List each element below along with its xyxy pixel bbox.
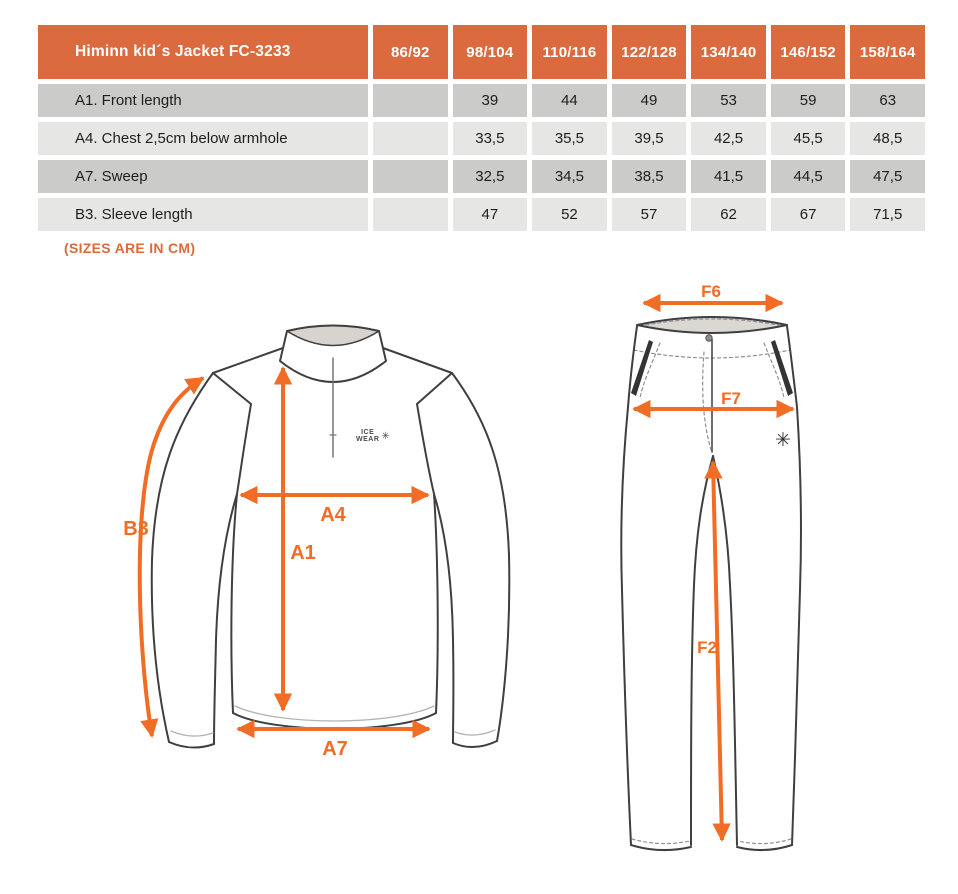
table-title: Himinn kid´s Jacket FC-3233 [38, 25, 368, 79]
table-cell: 33,5 [453, 122, 528, 155]
table-cell: 44,5 [771, 160, 846, 193]
size-column-header: 158/164 [850, 25, 925, 79]
table-cell: 32,5 [453, 160, 528, 193]
pants-label-f2: F2 [697, 638, 717, 657]
table-cell: 39 [453, 84, 528, 117]
size-column-header: 110/116 [532, 25, 607, 79]
table-cell: 71,5 [850, 198, 925, 231]
pants-snowflake-icon: ✳ [775, 430, 791, 451]
right-sleeve [452, 373, 509, 741]
b3-arrow [140, 378, 203, 736]
pants-label-f6: F6 [701, 282, 721, 301]
table-cell: 47 [453, 198, 528, 231]
table-cell: 39,5 [612, 122, 687, 155]
table-cell: 35,5 [532, 122, 607, 155]
size-column-header: 86/92 [373, 25, 448, 79]
pants-outline [621, 317, 801, 850]
table-cell: 44 [532, 84, 607, 117]
jacket-label-a7: A7 [322, 738, 348, 760]
table-cell: 34,5 [532, 160, 607, 193]
jacket-label-a4: A4 [320, 504, 346, 526]
table-cell: 38,5 [612, 160, 687, 193]
row-label: A7. Sweep [38, 160, 368, 193]
table-cell: 45,5 [771, 122, 846, 155]
table-cell: 47,5 [850, 160, 925, 193]
size-column-header: 122/128 [612, 25, 687, 79]
waist-button [706, 335, 712, 341]
table-cell: 48,5 [850, 122, 925, 155]
table-cell: 52 [532, 198, 607, 231]
icewear-logo [356, 429, 390, 444]
table-cell: 49 [612, 84, 687, 117]
size-column-header: 134/140 [691, 25, 766, 79]
size-column-header: 146/152 [771, 25, 846, 79]
table-cell: 59 [771, 84, 846, 117]
table-cell: 57 [612, 198, 687, 231]
table-cell: 41,5 [691, 160, 766, 193]
table-cell: 42,5 [691, 122, 766, 155]
jacket-outline [152, 326, 510, 748]
left-leg-outer [621, 407, 631, 845]
row-label: A4. Chest 2,5cm below armhole [38, 122, 368, 155]
table-cell: 62 [691, 198, 766, 231]
pants-label-f7: F7 [721, 389, 741, 408]
table-cell: 63 [850, 84, 925, 117]
size-column-header: 98/104 [453, 25, 528, 79]
brand-line1: ICE [361, 429, 375, 436]
right-leg-outer [792, 407, 801, 845]
table-cell: 53 [691, 84, 766, 117]
jacket-label-b3: B3 [123, 518, 149, 540]
brand-line2: WEAR [356, 436, 380, 444]
table-cell: 67 [771, 198, 846, 231]
jacket-label-a1: A1 [290, 542, 316, 564]
row-label: A1. Front length [38, 84, 368, 117]
sizes-unit-note: (SIZES ARE IN CM) [64, 240, 196, 256]
snowflake-icon: ✳ [381, 430, 390, 442]
row-label: B3. Sleeve length [38, 198, 368, 231]
